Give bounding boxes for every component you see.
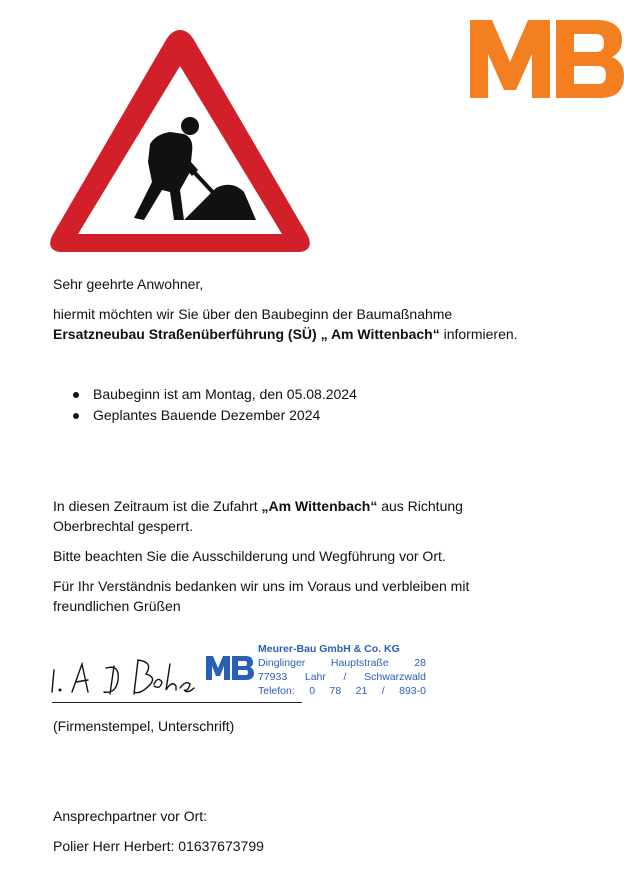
company-logo <box>470 18 624 100</box>
stamp-caption: (Firmenstempel, Unterschrift) <box>53 718 235 734</box>
thanks-line: Für Ihr Verständnis bedanken wir uns im Voraus und verbleiben mit <box>53 578 470 594</box>
stamp-logo <box>206 654 254 682</box>
handwritten-signature-icon <box>48 650 198 698</box>
closure-line-2: Oberbrechtal gesperrt. <box>53 518 194 534</box>
greeting: Sehr geehrte Anwohner, <box>53 276 204 292</box>
contact-heading: Ansprechpartner vor Ort: <box>53 808 208 824</box>
stamp-company: Meurer-Bau GmbH & Co. KG <box>258 643 400 655</box>
schedule-list <box>53 384 357 426</box>
stamp-street: Dinglinger Hauptstraße 28 <box>258 657 426 669</box>
signature-line <box>52 702 302 703</box>
intro-end: informieren. <box>439 326 518 342</box>
list-item: Baubeginn ist am Montag, den 05.08.2024 <box>53 384 357 405</box>
road-works-sign-icon <box>44 22 316 262</box>
contact-line: Polier Herr Herbert: 01637673799 <box>53 838 264 854</box>
project-name: Ersatzneubau Straßenüberführung (SÜ) „ Am Wittenbach“ <box>53 326 440 342</box>
bullet-icon <box>73 413 79 419</box>
closure-line: In diesen Zeitraum ist die Zufahrt „Am Wittenbach“ aus Richtung <box>53 498 463 514</box>
road-name: „Am Wittenbach“ <box>261 498 378 514</box>
stamp-phone: Telefon: 0 78 21 / 893-0 <box>258 685 426 697</box>
closing-line: freundlichen Grüßen <box>53 598 181 614</box>
intro-project-line <box>53 324 518 344</box>
list-item: Geplantes Bauende Dezember 2024 <box>53 405 357 426</box>
stamp-city: 77933 Lahr / Schwarzwald <box>258 671 426 683</box>
bullet-icon <box>73 392 79 398</box>
intro-line: hiermit möchten wir Sie über den Baubeginn der Baumaßnahme <box>53 306 453 322</box>
signage-note: Bitte beachten Sie die Ausschilderung und Wegführung vor Ort. <box>53 548 446 564</box>
